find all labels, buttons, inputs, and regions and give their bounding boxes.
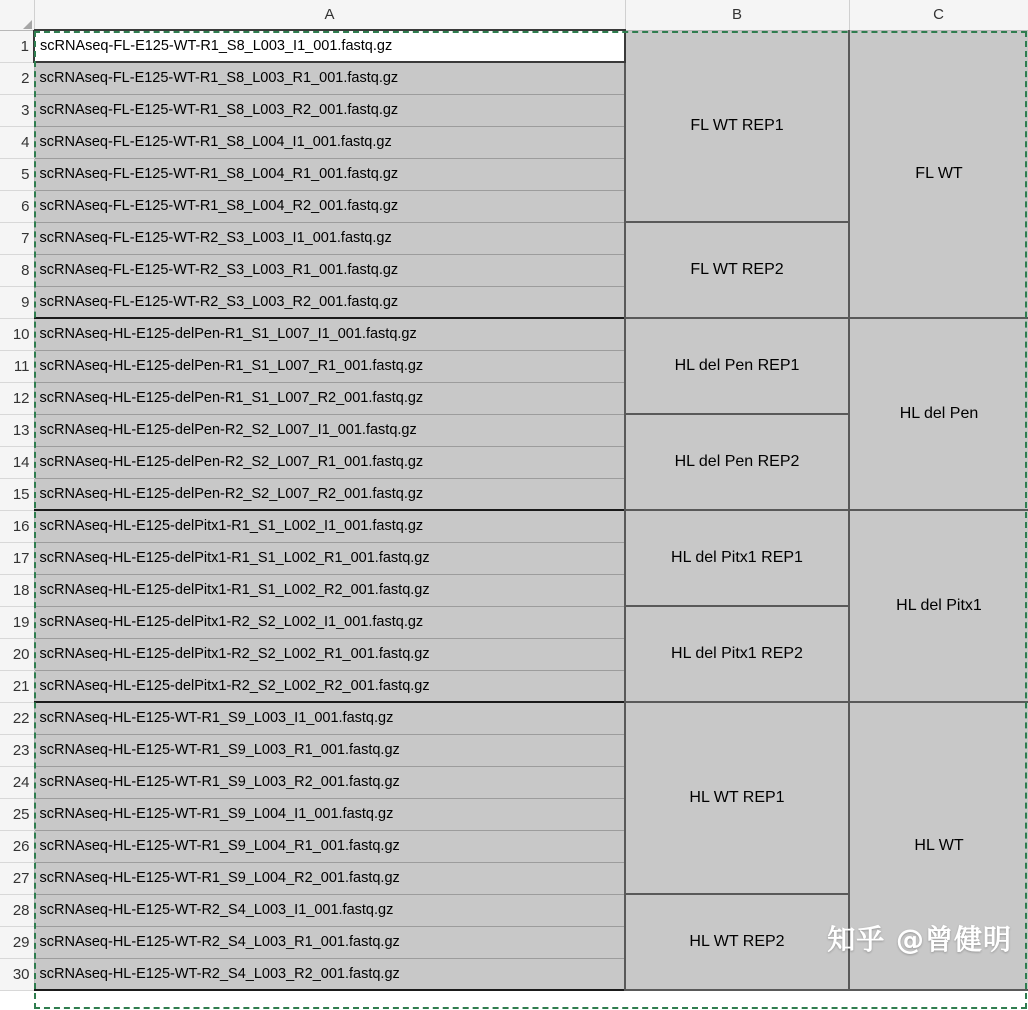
cell-b22[interactable]: HL WT REP1 (625, 702, 849, 894)
table-row (0, 30, 1028, 62)
cell-a21[interactable]: scRNAseq-HL-E125-delPitx1-R2_S2_L002_R2_001.fastq.gz (34, 670, 625, 702)
row-header-16[interactable]: 16 (0, 510, 34, 542)
cell-a18[interactable]: scRNAseq-HL-E125-delPitx1-R1_S1_L002_R2_001.fastq.gz (34, 574, 625, 606)
row-header-13[interactable]: 13 (0, 414, 34, 446)
row-header-19[interactable]: 19 (0, 606, 34, 638)
row-header-26[interactable]: 26 (0, 830, 34, 862)
table-row (0, 510, 1028, 542)
cell-a25[interactable]: scRNAseq-HL-E125-WT-R1_S9_L004_I1_001.fastq.gz (34, 798, 625, 830)
row-header-27[interactable]: 27 (0, 862, 34, 894)
cell-a14[interactable]: scRNAseq-HL-E125-delPen-R2_S2_L007_R1_001.fastq.gz (34, 446, 625, 478)
row-header-5[interactable]: 5 (0, 158, 34, 190)
watermark-text: 知乎 @曾健明 (827, 923, 1012, 956)
row-header-15[interactable]: 15 (0, 478, 34, 510)
row-header-4[interactable]: 4 (0, 126, 34, 158)
cell-b7[interactable]: FL WT REP2 (625, 222, 849, 318)
column-header-row (0, 0, 1028, 30)
row-header-8[interactable]: 8 (0, 254, 34, 286)
row-header-1[interactable]: 1 (0, 30, 34, 62)
cell-a23[interactable]: scRNAseq-HL-E125-WT-R1_S9_L003_R1_001.fastq.gz (34, 734, 625, 766)
row-header-14[interactable]: 14 (0, 446, 34, 478)
cell-c16[interactable]: HL del Pitx1 (849, 510, 1028, 702)
row-header-24[interactable]: 24 (0, 766, 34, 798)
cell-a13[interactable]: scRNAseq-HL-E125-delPen-R2_S2_L007_I1_001.fastq.gz (34, 414, 625, 446)
cell-a8[interactable]: scRNAseq-FL-E125-WT-R2_S3_L003_R1_001.fastq.gz (34, 254, 625, 286)
cell-b1[interactable]: FL WT REP1 (625, 30, 849, 222)
row-header-7[interactable]: 7 (0, 222, 34, 254)
row-header-25[interactable]: 25 (0, 798, 34, 830)
row-header-12[interactable]: 12 (0, 382, 34, 414)
cell-a29[interactable]: scRNAseq-HL-E125-WT-R2_S4_L003_R1_001.fastq.gz (34, 926, 625, 958)
cell-a15[interactable]: scRNAseq-HL-E125-delPen-R2_S2_L007_R2_001.fastq.gz (34, 478, 625, 510)
cell-a4[interactable]: scRNAseq-FL-E125-WT-R1_S8_L004_I1_001.fastq.gz (34, 126, 625, 158)
row-header-22[interactable]: 22 (0, 702, 34, 734)
row-header-20[interactable]: 20 (0, 638, 34, 670)
column-header-b[interactable]: B (625, 0, 849, 30)
row-header-23[interactable]: 23 (0, 734, 34, 766)
cell-a30[interactable]: scRNAseq-HL-E125-WT-R2_S4_L003_R2_001.fastq.gz (34, 958, 625, 990)
cell-a3[interactable]: scRNAseq-FL-E125-WT-R1_S8_L003_R2_001.fastq.gz (34, 94, 625, 126)
cell-a19[interactable]: scRNAseq-HL-E125-delPitx1-R2_S2_L002_I1_001.fastq.gz (34, 606, 625, 638)
cell-b28[interactable]: HL WT REP2 (625, 894, 849, 990)
table-row (0, 702, 1028, 734)
cell-a11[interactable]: scRNAseq-HL-E125-delPen-R1_S1_L007_R1_001.fastq.gz (34, 350, 625, 382)
cell-b10[interactable]: HL del Pen REP1 (625, 318, 849, 414)
cell-a2[interactable]: scRNAseq-FL-E125-WT-R1_S8_L003_R1_001.fastq.gz (34, 62, 625, 94)
cell-a22[interactable]: scRNAseq-HL-E125-WT-R1_S9_L003_I1_001.fastq.gz (34, 702, 625, 734)
table-row (0, 318, 1028, 350)
cell-a26[interactable]: scRNAseq-HL-E125-WT-R1_S9_L004_R1_001.fastq.gz (34, 830, 625, 862)
cell-b19[interactable]: HL del Pitx1 REP2 (625, 606, 849, 702)
row-header-18[interactable]: 18 (0, 574, 34, 606)
row-header-30[interactable]: 30 (0, 958, 34, 990)
cell-b16[interactable]: HL del Pitx1 REP1 (625, 510, 849, 606)
row-header-28[interactable]: 28 (0, 894, 34, 926)
cell-a7[interactable]: scRNAseq-FL-E125-WT-R2_S3_L003_I1_001.fastq.gz (34, 222, 625, 254)
cell-a16[interactable]: scRNAseq-HL-E125-delPitx1-R1_S1_L002_I1_001.fastq.gz (34, 510, 625, 542)
cell-a20[interactable]: scRNAseq-HL-E125-delPitx1-R2_S2_L002_R1_001.fastq.gz (34, 638, 625, 670)
row-header-21[interactable]: 21 (0, 670, 34, 702)
cell-a17[interactable]: scRNAseq-HL-E125-delPitx1-R1_S1_L002_R1_001.fastq.gz (34, 542, 625, 574)
cell-a10[interactable]: scRNAseq-HL-E125-delPen-R1_S1_L007_I1_001.fastq.gz (34, 318, 625, 350)
select-all-corner[interactable] (0, 0, 34, 30)
column-header-c[interactable]: C (849, 0, 1028, 30)
cell-a6[interactable]: scRNAseq-FL-E125-WT-R1_S8_L004_R2_001.fastq.gz (34, 190, 625, 222)
cell-c1[interactable]: FL WT (849, 30, 1028, 318)
row-header-29[interactable]: 29 (0, 926, 34, 958)
row-header-10[interactable]: 10 (0, 318, 34, 350)
cell-a27[interactable]: scRNAseq-HL-E125-WT-R1_S9_L004_R2_001.fastq.gz (34, 862, 625, 894)
cell-c10[interactable]: HL del Pen (849, 318, 1028, 510)
cell-a1[interactable]: scRNAseq-FL-E125-WT-R1_S8_L003_I1_001.fastq.gz (34, 30, 625, 62)
cell-a9[interactable]: scRNAseq-FL-E125-WT-R2_S3_L003_R2_001.fastq.gz (34, 286, 625, 318)
row-header-17[interactable]: 17 (0, 542, 34, 574)
cell-a28[interactable]: scRNAseq-HL-E125-WT-R2_S4_L003_I1_001.fastq.gz (34, 894, 625, 926)
row-header-9[interactable]: 9 (0, 286, 34, 318)
cell-a5[interactable]: scRNAseq-FL-E125-WT-R1_S8_L004_R1_001.fastq.gz (34, 158, 625, 190)
cell-a24[interactable]: scRNAseq-HL-E125-WT-R1_S9_L003_R2_001.fastq.gz (34, 766, 625, 798)
select-all-triangle-icon (23, 20, 32, 29)
cell-b13[interactable]: HL del Pen REP2 (625, 414, 849, 510)
cell-a12[interactable]: scRNAseq-HL-E125-delPen-R1_S1_L007_R2_001.fastq.gz (34, 382, 625, 414)
row-header-2[interactable]: 2 (0, 62, 34, 94)
row-header-6[interactable]: 6 (0, 190, 34, 222)
column-header-a[interactable]: A (34, 0, 625, 30)
cell-c22[interactable]: HL WT (849, 702, 1028, 990)
row-header-3[interactable]: 3 (0, 94, 34, 126)
row-header-11[interactable]: 11 (0, 350, 34, 382)
